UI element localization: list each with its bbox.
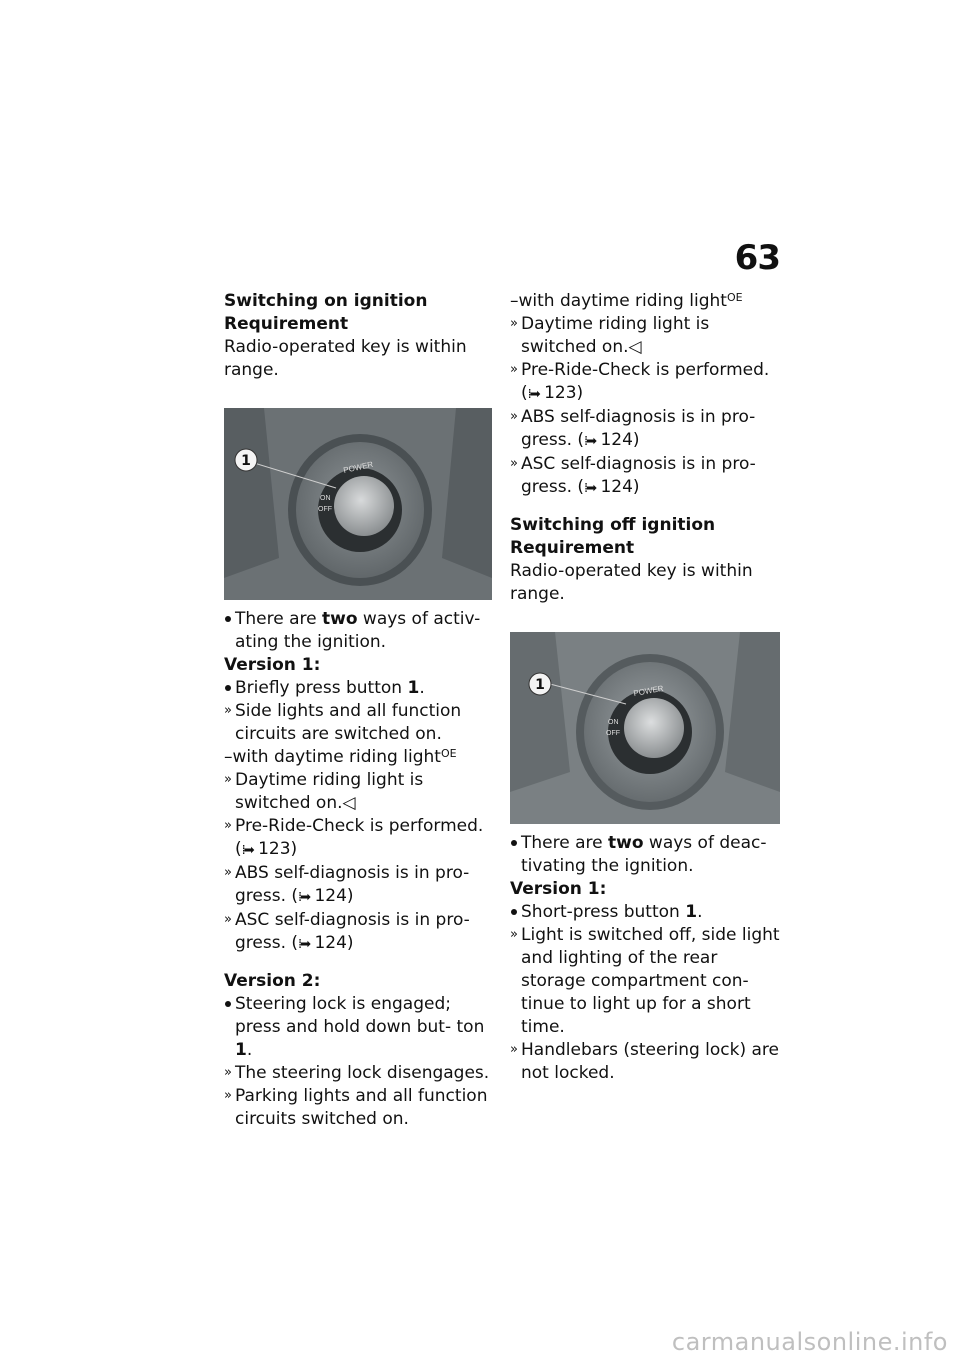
section-heading: Switching on ignition <box>224 291 428 311</box>
list-item: There are two ways of activ- ating the ignition. <box>235 609 481 652</box>
cross-reference-icon: ⁞➡ <box>527 387 539 402</box>
right-column <box>510 290 782 1085</box>
power-label: POWER <box>632 683 665 698</box>
page-ref-link[interactable]: 123 <box>544 383 577 403</box>
requirement-text: Radio-operated key is within range. <box>510 561 753 604</box>
watermark: carmanualsonline.info <box>671 1328 948 1356</box>
section-heading: Switching off ignition <box>510 515 716 535</box>
list-item: There are two ways of deac- tivating the ignition. <box>521 833 767 876</box>
figure-callout: 1 <box>535 677 545 693</box>
ignition-switch-photo <box>224 408 492 600</box>
result-item: Daytime riding light is switched on.◁ <box>521 314 710 357</box>
on-label: ON <box>608 719 619 726</box>
result-item: Parking lights and all function circuits switched on. <box>235 1086 488 1129</box>
end-mark-icon: ◁ <box>342 793 356 813</box>
result-item: ABS self-diagnosis is in pro- gress. (⁞➡ 124) <box>235 863 470 906</box>
off-label: OFF <box>606 730 620 737</box>
page-ref-link[interactable]: 124 <box>600 477 633 497</box>
cross-reference-icon: ⁞➡ <box>298 890 310 905</box>
result-item: The steering lock disengages. <box>235 1063 490 1083</box>
result-item: Side lights and all function circuits are switched on. <box>235 701 462 744</box>
cross-reference-icon: ⁞➡ <box>584 481 596 496</box>
list-item: Briefly press button 1. <box>235 678 425 698</box>
page-ref-link[interactable]: 124 <box>314 886 347 906</box>
result-item: ASC self-diagnosis is in pro- gress. (⁞➡ 124) <box>521 454 756 497</box>
optional-equipment-line: –with daytime riding light$^{OE}$ <box>510 291 743 311</box>
version-label: Version 1: <box>510 879 607 899</box>
figure-callout: 1 <box>241 453 251 469</box>
page-ref-link[interactable]: 123 <box>258 839 291 859</box>
version-label: Version 1: <box>224 655 321 675</box>
power-label: POWER <box>342 459 374 475</box>
result-item: ABS self-diagnosis is in pro- gress. (⁞➡ 124) <box>521 407 756 450</box>
off-label: OFF <box>318 506 332 513</box>
result-item: Pre-Ride-Check is performed. (⁞➡ 123) <box>235 816 484 859</box>
version-label: Version 2: <box>224 971 321 991</box>
page-ref-link[interactable]: 124 <box>600 430 633 450</box>
cross-reference-icon: ⁞➡ <box>584 434 596 449</box>
left-column <box>224 290 492 1131</box>
page-number: 63 <box>734 238 780 278</box>
list-item: Short-press button 1. <box>521 902 703 922</box>
page-ref-link[interactable]: 124 <box>314 933 347 953</box>
ignition-switch-photo <box>510 632 780 824</box>
cross-reference-icon: ⁞➡ <box>298 937 310 952</box>
requirement-label: Requirement <box>510 538 635 558</box>
result-item: Pre-Ride-Check is performed. (⁞➡ 123) <box>521 360 770 403</box>
list-item: Steering lock is engaged; press and hold down but- ton 1. <box>235 994 485 1060</box>
result-item: Handlebars (steering lock) are not locked. <box>521 1040 780 1083</box>
result-item: Daytime riding light is switched on.◁ <box>235 770 424 813</box>
requirement-label: Requirement <box>224 314 349 334</box>
result-item: Light is switched off, side light and lighting of the rear storage compartment con- tinue to light up for a short time. <box>521 925 780 1037</box>
cross-reference-icon: ⁞➡ <box>241 843 253 858</box>
end-mark-icon: ◁ <box>628 337 642 357</box>
optional-equipment-line: –with daytime riding light$^{OE}$ <box>224 747 457 767</box>
on-label: ON <box>320 495 331 502</box>
result-item: ASC self-diagnosis is in pro- gress. (⁞➡ 124) <box>235 910 470 953</box>
requirement-text: Radio-operated key is within range. <box>224 337 467 380</box>
